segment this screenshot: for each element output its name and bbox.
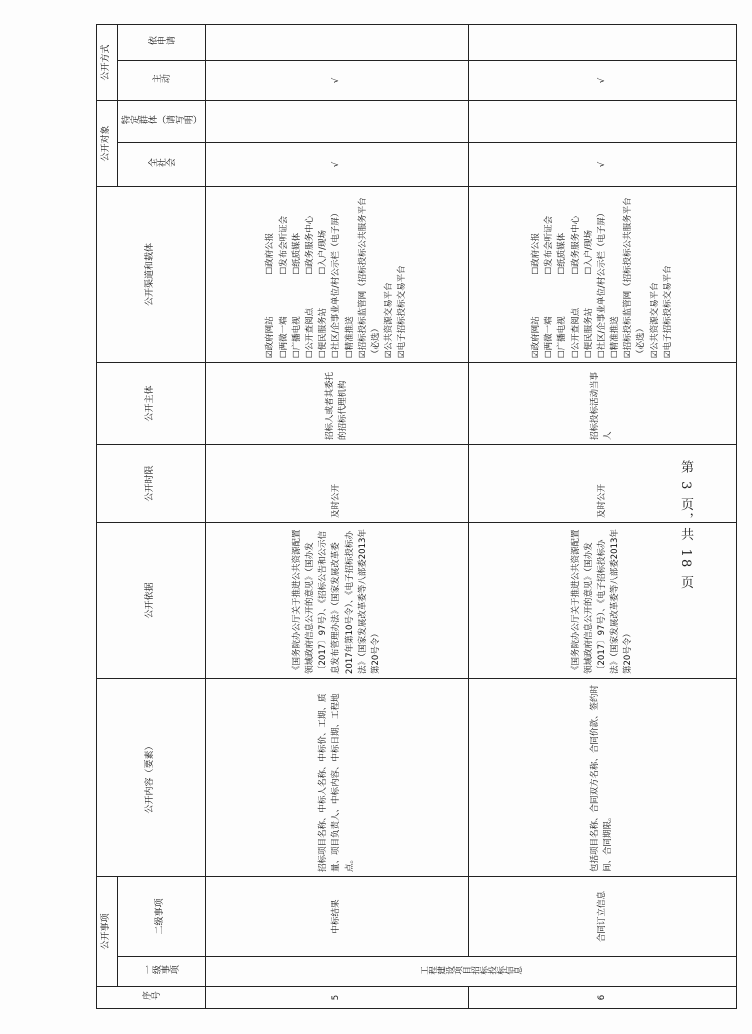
col-content: 公开内容（要素） (97, 678, 206, 876)
channel-option: ☐便民服务站 (583, 307, 594, 358)
channel-option: ☐发布会听证会 (544, 215, 555, 275)
row-content: 招标项目名称、中标人名称、中标价、工期、质量、项目负责人、中标内容、中标日期、工程地点。 (205, 678, 468, 876)
channel-option: ☐广播电视 (291, 316, 302, 358)
channel-option: ☑公共资源交易平台 (649, 282, 660, 358)
channel-option-row (662, 191, 675, 358)
page-number: 第 3 页，共 18 页 (678, 460, 693, 591)
channel-list (530, 191, 675, 358)
channel-option: ☐入户/现场 (583, 230, 594, 275)
col-target: 公开对象 (97, 100, 118, 186)
channel-option-row (357, 191, 383, 358)
channel-option-row (383, 191, 396, 358)
col-matters: 公开事项 (97, 876, 118, 986)
row-subject: 招标人或者其委托的招标代理机构 (205, 362, 468, 444)
channel-option-row (556, 191, 569, 358)
col-subject: 公开主体 (97, 362, 206, 444)
channel-option: ☑招标投标监管网（招标投标公共服务平台（必选） (357, 197, 381, 358)
table-row (205, 24, 468, 1008)
row-basis: 《国务院办公厅关于推进公共资源配置领域政府信息公开的意见》（国办发〔2017〕97号）、《招标公告和公示信息发布管理办法》（国家发展改革委2017年第10号令）、《电子招标投标办法》（国家发展改革委等八部委2013年第20号令） (205, 522, 468, 678)
channel-option-row (304, 191, 317, 358)
row-mode-request (468, 24, 736, 60)
row-time-limit: 及时公开 (468, 444, 736, 522)
row-seq: 6 (468, 987, 736, 1009)
channel-option-row (344, 191, 357, 358)
col-channels: 公开渠道和载体 (97, 186, 206, 362)
channel-option: ☐政务服务中心 (305, 215, 315, 275)
channel-list (264, 191, 409, 358)
col-time-limit: 公开时限 (97, 444, 206, 522)
row-time-limit: 及时公开 (205, 444, 468, 522)
channel-option-row (596, 191, 609, 358)
col-mode-request: 依申请 (117, 24, 205, 60)
channel-option-row (530, 191, 543, 358)
row-content: 包括项目名称、合同双方名称、合同价款、签约时间、合同期限。 (468, 678, 736, 876)
row-level2: 中标结果 (205, 876, 468, 956)
disclosure-table (96, 24, 737, 1009)
row-channels (468, 186, 736, 362)
channel-option: ☐广播电视 (557, 316, 568, 358)
row-level2: 合同订立信息 (468, 876, 736, 956)
row-subject: 招标投标活动当事人 (468, 362, 736, 444)
row-mode-request (205, 24, 468, 60)
channel-option: ☐政府公报 (530, 232, 541, 275)
channel-option-row (583, 191, 596, 358)
row-target-all: √ (205, 142, 468, 186)
row-basis: 《国务院办公厅关于推进公共资源配置领域政府信息公开的意见》（国办发〔2017〕97号）、《电子招标投标办法》（国家发展改革委等八部委2013年第20号令） (468, 522, 736, 678)
channel-option-row (649, 191, 662, 358)
header-row-1 (97, 24, 118, 1008)
col-mode-active: 主动 (117, 60, 205, 100)
row-mode-active: √ (205, 60, 468, 100)
col-mode: 公开方式 (97, 24, 118, 100)
channel-option: ☐两微一端 (544, 316, 555, 358)
channel-option: ☐发布会听证会 (278, 215, 289, 275)
channel-option: ☐精准推送 (610, 316, 621, 358)
col-target-specific: 特定群体（请写明） (117, 100, 205, 142)
channel-option-row (396, 191, 409, 358)
channel-option: ☐政务服务中心 (570, 215, 581, 275)
table-row (468, 24, 736, 1008)
channel-option: ☐纸质媒体 (557, 232, 568, 275)
channel-option: ☐精准推送 (344, 316, 355, 358)
channel-option-row (317, 191, 330, 358)
col-basis: 公开依据 (97, 522, 206, 678)
channel-option: ☐两微一端 (278, 316, 289, 358)
col-level2: 二级事项 (117, 876, 205, 956)
channel-option-row (291, 191, 304, 358)
channel-option: ☐政府公报 (265, 232, 276, 275)
col-seq: 序号 (97, 987, 206, 1009)
col-level1: 一级事项 (117, 957, 205, 987)
channel-option: ☑政府网站 (530, 316, 541, 358)
channel-option: ☐入户/现场 (318, 230, 329, 275)
row-target-specific (205, 100, 468, 142)
row-target-specific (468, 100, 736, 142)
channel-option-row (609, 191, 622, 358)
channel-option: ☐公开查阅点 (305, 307, 315, 358)
row-mode-active: √ (468, 60, 736, 100)
channel-option: ☑招标投标监管网（招标投标公共服务平台（必选） (623, 197, 647, 358)
rotated-table-wrapper (96, 25, 724, 1009)
channel-option: ☐社区/企事业单位/村公示栏（电子屏） (331, 208, 342, 358)
row-seq: 5 (205, 987, 468, 1009)
col-target-all: 全社会 (117, 142, 205, 186)
channel-option-row (570, 191, 583, 358)
row-channels (205, 186, 468, 362)
row-level1: 工程建设项目招标投标信息 (205, 957, 736, 987)
channel-option: ☑电子招标投标交易平台 (662, 265, 673, 358)
channel-option: ☐公开查阅点 (570, 307, 581, 358)
channel-option-row (543, 191, 556, 358)
channel-option-row (278, 191, 291, 358)
channel-option: ☐纸质媒体 (291, 232, 302, 275)
channel-option-row (264, 191, 277, 358)
channel-option-row (330, 191, 343, 358)
channel-option: ☑政府网站 (265, 316, 276, 358)
channel-option: ☑电子招标投标交易平台 (397, 265, 408, 358)
channel-option: ☑公共资源交易平台 (384, 282, 395, 358)
row-target-all: √ (468, 142, 736, 186)
channel-option-row (622, 191, 648, 358)
channel-option: ☐社区/企事业单位/村公示栏（电子屏） (596, 208, 607, 358)
channel-option: ☐便民服务站 (318, 307, 329, 358)
